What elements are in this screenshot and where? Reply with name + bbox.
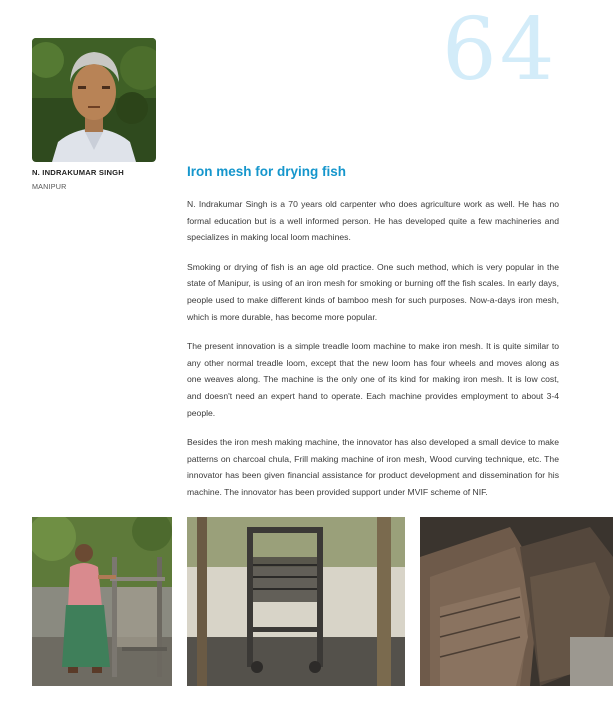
innovator-name: N. INDRAKUMAR SINGH: [32, 168, 124, 177]
article-title: Iron mesh for drying fish: [187, 164, 347, 179]
innovator-state: MANIPUR: [32, 182, 67, 191]
paragraph: The present innovation is a simple treadle loom machine to make iron mesh. It is quite similar to any other normal treadle loom, except that the new loom has four wheels and moves along as one weaves along. The machine is the only one of its kind for making iron mesh. It is low cost, and doesn't need an expert hand to operate. Each machine provides employment to about 3-4 people.: [187, 341, 559, 418]
paragraph: Besides the iron mesh making machine, the innovator has also developed a small device to make patterns on charcoal chula, Frill making machine of iron mesh, Wood curving technique, etc. The innovator has been given financial assistance for product development and dissemination for his machine. The innovator has been provided support under MVIF scheme of NIF.: [187, 437, 559, 497]
paragraph: Smoking or drying of fish is an age old practice. One such method, which is very popular in the state of Manipur, is using of an iron mesh for smoking or burning off the fish scales. In early days, people used to make different kinds of bamboo mesh for such purposes. Now-a-days iron mesh, which is more durable, has become more popular.: [187, 261, 559, 322]
loom-weaving-photo: [32, 517, 172, 686]
page-number: 64: [442, 0, 558, 100]
portrait-photo: [32, 38, 156, 162]
iron-mesh-stack-photo: [420, 517, 613, 686]
treadle-loom-machine-photo: [187, 517, 405, 686]
article-body: [187, 196, 559, 514]
paragraph: N. Indrakumar Singh is a 70 years old carpenter who does agriculture work as well. He has no formal education but is a well informed person. He has developed quite a few machineries and specializes in making local loom machines.: [187, 199, 559, 243]
